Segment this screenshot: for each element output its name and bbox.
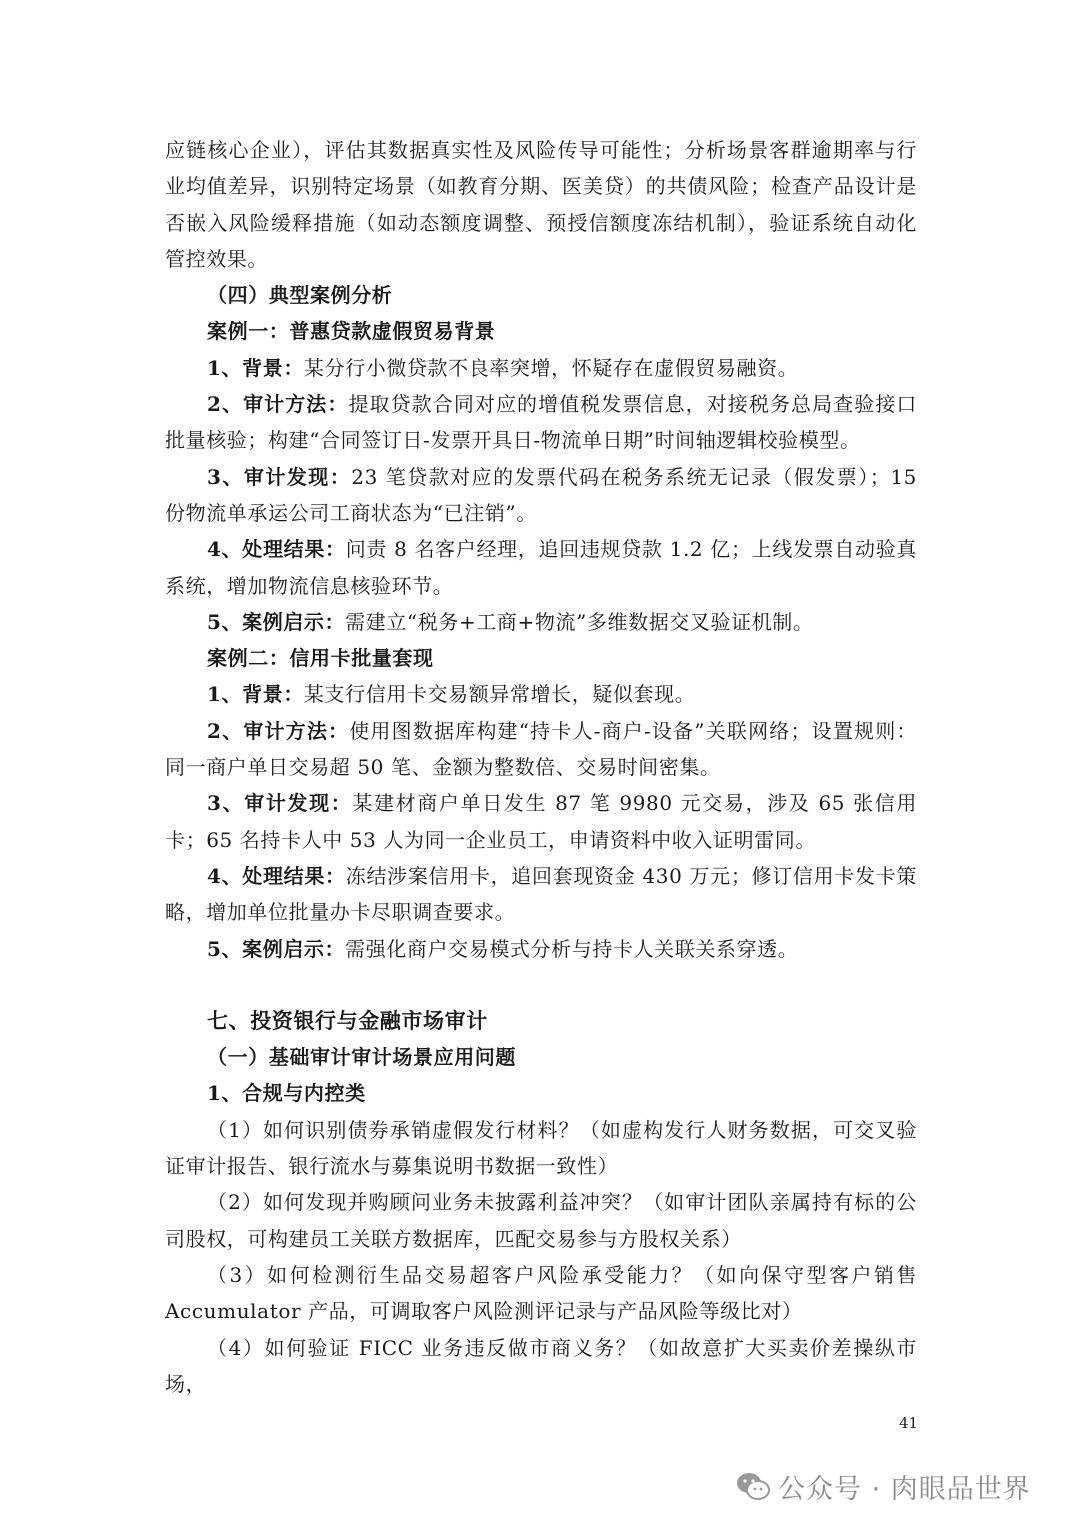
paragraph-label: 4、处理结果： (207, 537, 346, 562)
paragraph-text: 某支行信用卡交易额异常增长，疑似套现。 (303, 682, 696, 707)
body-paragraph: （3）如何检测衍生品交易超客户风险承受能力？（如向保守型客户销售 Accumulator 产品，可调取客户风险测评记录与产品风险等级比对） (165, 1262, 917, 1324)
paragraph-label: 5、案例启示： (207, 609, 346, 634)
paragraph-label: 2、审计方法： (207, 718, 350, 743)
paragraph-label: 4、处理结果： (207, 863, 346, 888)
paragraph-text: 需强化商户交易模式分析与持卡人关联关系穿透。 (345, 936, 799, 961)
subheading: 案例一：普惠贷款虚假贸易背景 (207, 319, 496, 344)
labeled-paragraph (165, 785, 917, 858)
body-paragraph: 应链核心企业），评估其数据真实性及风险传导可能性；分析场景客群逾期率与行业均值差异，识别特定场景（如教育分期、医美贷）的共债风险；检查产品设计是否嵌入风险缓释措施（如动态额度调整、预授信额度冻结机制），验证系统自动化管控效果。 (165, 138, 917, 271)
body-paragraph: （1）如何识别债券承销虚假发行材料？（如虚构发行人财务数据，可交叉验证审计报告、银行流水与募集说明书数据一致性） (165, 1117, 917, 1179)
wechat-icon (736, 1471, 770, 1501)
subheading: （一）基础审计审计场景应用问题 (207, 1045, 516, 1070)
document-body (165, 132, 917, 1402)
labeled-paragraph (165, 858, 917, 931)
paragraph-text: 问责 8 名客户经理，追回违规贷款 1.2 亿；上线发票自动验真系统，增加物流信息核验环节。 (165, 537, 917, 598)
paragraph-label: 3、审计发现： (207, 791, 353, 816)
labeled-paragraph (165, 386, 917, 459)
paragraph-label: 2、审计方法： (207, 392, 349, 417)
labeled-paragraph (165, 350, 917, 386)
paragraph-label: 5、案例启示： (207, 936, 346, 961)
labeled-paragraph (165, 604, 917, 640)
subheading: 1、合规与内控类 (207, 1081, 366, 1106)
paragraph-label: 1、背景： (207, 355, 304, 380)
watermark-text: 公众号 · 肉眼品世界 (778, 1473, 1031, 1505)
paragraph-text: 需建立“税务+工商+物流”多维数据交叉验证机制。 (345, 609, 814, 634)
paragraph-label: 3、审计发现： (207, 464, 352, 489)
paragraph-text: 某建材商户单日发生 87 笔 9980 元交易，涉及 65 张信用卡；65 名持卡人中 53 人为同一企业员工，申请资料中收入证明雷同。 (165, 791, 917, 852)
paragraph-text: 23 笔贷款对应的发票代码在税务系统无记录（假发票）；15 份物流单承运公司工商状态为“已注销”。 (165, 464, 917, 525)
labeled-paragraph (165, 531, 917, 604)
watermark (736, 1466, 1031, 1506)
labeled-paragraph (165, 931, 917, 967)
subheading: 案例二：信用卡批量套现 (207, 646, 434, 671)
paragraph-text: 使用图数据库构建“持卡人-商户-设备”关联网络；设置规则：同一商户单日交易超 50 笔、金额为整数倍、交易时间密集。 (165, 718, 917, 780)
subheading: （四）典型案例分析 (207, 283, 393, 308)
body-paragraph: （2）如何发现并购顾问业务未披露利益冲突？（如审计团队亲属持有标的公司股权，可构建员工关联方数据库，匹配交易参与方股权关系） (165, 1190, 917, 1251)
labeled-paragraph (165, 676, 917, 712)
paragraph-text: 提取贷款合同对应的增值税发票信息，对接税务总局查验接口批量核验；构建“合同签订日-发票开具日-物流单日期”时间轴逻辑校验模型。 (165, 392, 918, 453)
labeled-paragraph (165, 713, 917, 786)
section-heading: 七、投资银行与金融市场审计 (207, 1008, 488, 1033)
body-paragraph: （4）如何验证 FICC 业务违反做市商义务？（如故意扩大买卖价差操纵市场， (165, 1335, 917, 1396)
labeled-paragraph (165, 459, 917, 532)
paragraph-text: 某分行小微贷款不良率突增，怀疑存在虚假贸易融资。 (303, 355, 799, 380)
paragraph-label: 1、背景： (207, 682, 304, 707)
paragraph-text: 冻结涉案信用卡，追回套现资金 430 万元；修订信用卡发卡策略，增加单位批量办卡尽职调查要求。 (165, 863, 917, 925)
page-number: 41 (899, 1414, 919, 1432)
